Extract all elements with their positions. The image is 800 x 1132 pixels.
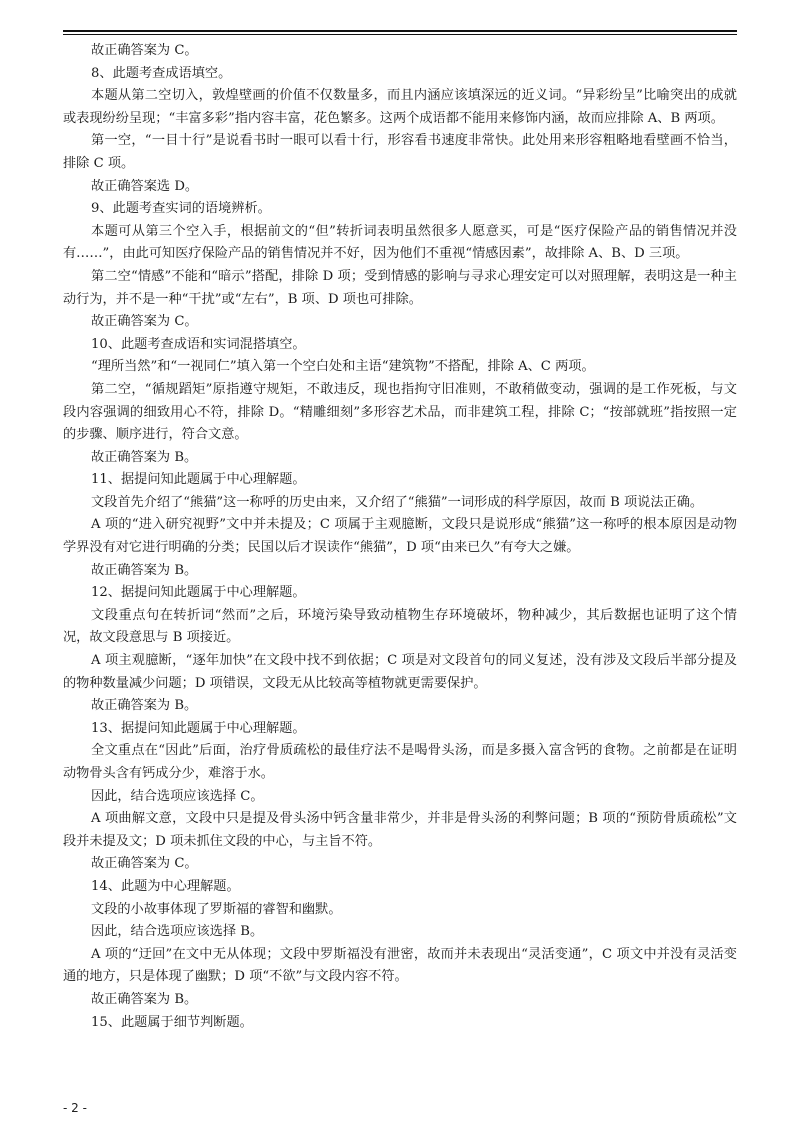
paragraph: 故正确答案为 C。 bbox=[91, 43, 198, 58]
paragraph: “理所当然”和“一视同仁”填入第一个空白处和主语“建筑物”不搭配，排除 A、C 两项。 bbox=[91, 359, 595, 375]
paragraph: 第二空“情感”不能和“暗示”搭配，排除 D 项；受到情感的影响与寻求心理安定可以对照理解，表明这是一种主动行为，并不是一种“干扰”或“左右”，B 项、D 项也可排除。 bbox=[63, 268, 737, 307]
paragraph: 因此，结合选项应该选择 B。 bbox=[91, 924, 264, 940]
answer-line: 故正确答案为 B。 bbox=[91, 449, 198, 465]
answer-explanations-body bbox=[63, 40, 737, 1034]
paragraph: A 项曲解文意，文段中只是提及骨头汤中钙含量非常少，并非是骨头汤的利弊问题；B 项的“预防骨质疏松”文段并未提及文；D 项未抓住文段的中心，与主旨不符。 bbox=[63, 811, 737, 849]
question-heading: 13、据提问知此题属于中心理解题。 bbox=[91, 720, 306, 736]
paragraph: 因此，结合选项应该选择 C。 bbox=[91, 788, 264, 804]
page-number: - 2 - bbox=[63, 1101, 87, 1115]
paragraph: 文段首先介绍了“熊猫”这一称呼的历史由来，又介绍了“熊猫”一词形成的科学原因，故而 B 项说法正确。 bbox=[91, 494, 704, 510]
paragraph: 第一空，“一目十行”是说看书时一眼可以看十行，形容看书速度非常快。此处用来形容粗略地看壁画不恰当，排除 C 项。 bbox=[63, 133, 737, 171]
header-rule-thin bbox=[63, 34, 737, 35]
paragraph: A 项的“进入研究视野”文中并未提及；C 项属于主观臆断，文段只是说形成“熊猫”这一称呼的根本原因是动物学界没有对它进行明确的分类；民国以后才误读作“熊猫”，D 项“由来已久”有夸大之嫌。 bbox=[63, 517, 737, 556]
question-heading: 11、据提问知此题属于中心理解题。 bbox=[91, 472, 306, 488]
question-heading: 8、此题考查成语填空。 bbox=[91, 65, 232, 81]
paragraph: A 项主观臆断，“逐年加快”在文段中找不到依据；C 项是对文段首句的同义复述，没有涉及文段后半部分提及的物种数量减少问题；D 项错误，文段无从比较高等植物就更需要保护。 bbox=[63, 653, 737, 691]
header-rule-thick bbox=[63, 30, 737, 32]
question-heading: 14、此题为中心理解题。 bbox=[91, 878, 240, 894]
paragraph: 本题可从第三个空入手，根据前文的“但”转折词表明虽然很多人愿意买，可是“医疗保险产品的销售情况并没有……”，由此可知医疗保险产品的销售情况并不好，因为他们不重视“情感因素”，故排除 A、B、D 三项。 bbox=[63, 223, 737, 262]
answer-line: 故正确答案为 C。 bbox=[91, 314, 198, 330]
paragraph: 第二空，“循规蹈矩”原指遵守规矩，不敢违反，现也指拘守旧准则，不敢稍做变动，强调的是工作死板，与文段内容强调的细致用心不符，排除 D。“精雕细刻”多形容艺术品，而非建筑工程，排除 C；“按部就班”指按照一定的步骤、顺序进行，符合文意。 bbox=[63, 381, 737, 443]
answer-line: 故正确答案选 D。 bbox=[91, 178, 199, 194]
paragraph: 全文重点在“因此”后面，治疗骨质疏松的最佳疗法不是喝骨头汤，而是多摄入富含钙的食物。之前都是在证明动物骨头含有钙成分少，难溶于水。 bbox=[63, 743, 737, 781]
question-heading: 15、此题属于细节判断题。 bbox=[91, 1014, 253, 1030]
answer-line: 故正确答案为 B。 bbox=[91, 562, 198, 578]
answer-line: 故正确答案为 B。 bbox=[91, 991, 198, 1007]
paragraph: 文段重点句在转折词“然而”之后，环境污染导致动植物生存环境破坏，物种减少，其后数据也证明了这个情况，故文段意思与 B 项接近。 bbox=[63, 607, 737, 646]
answer-line: 故正确答案为 C。 bbox=[91, 856, 198, 872]
paragraph: 本题从第二空切入，敦煌壁画的价值不仅数量多，而且内涵应该填深远的近义词。“异彩纷呈”比喻突出的成就或表现纷纷呈现；“丰富多彩”指内容丰富，花色繁多。这两个成语都不能用来修饰内涵，故而应排除 A、B 两项。 bbox=[63, 88, 737, 126]
question-heading: 10、此题考查成语和实词混搭填空。 bbox=[91, 336, 306, 352]
paragraph: 文段的小故事体现了罗斯福的睿智和幽默。 bbox=[91, 901, 342, 917]
paragraph: A 项的“迂回”在文中无从体现；文段中罗斯福没有泄密，故而并未表现出“灵活变通”，C 项文中并没有灵活变通的地方，只是体现了幽默；D 项“不欲”与文段内容不符。 bbox=[63, 946, 737, 985]
answer-line: 故正确答案为 B。 bbox=[91, 698, 198, 714]
question-heading: 9、此题考查实词的语境辨析。 bbox=[91, 201, 271, 217]
question-heading: 12、据提问知此题属于中心理解题。 bbox=[91, 585, 306, 601]
